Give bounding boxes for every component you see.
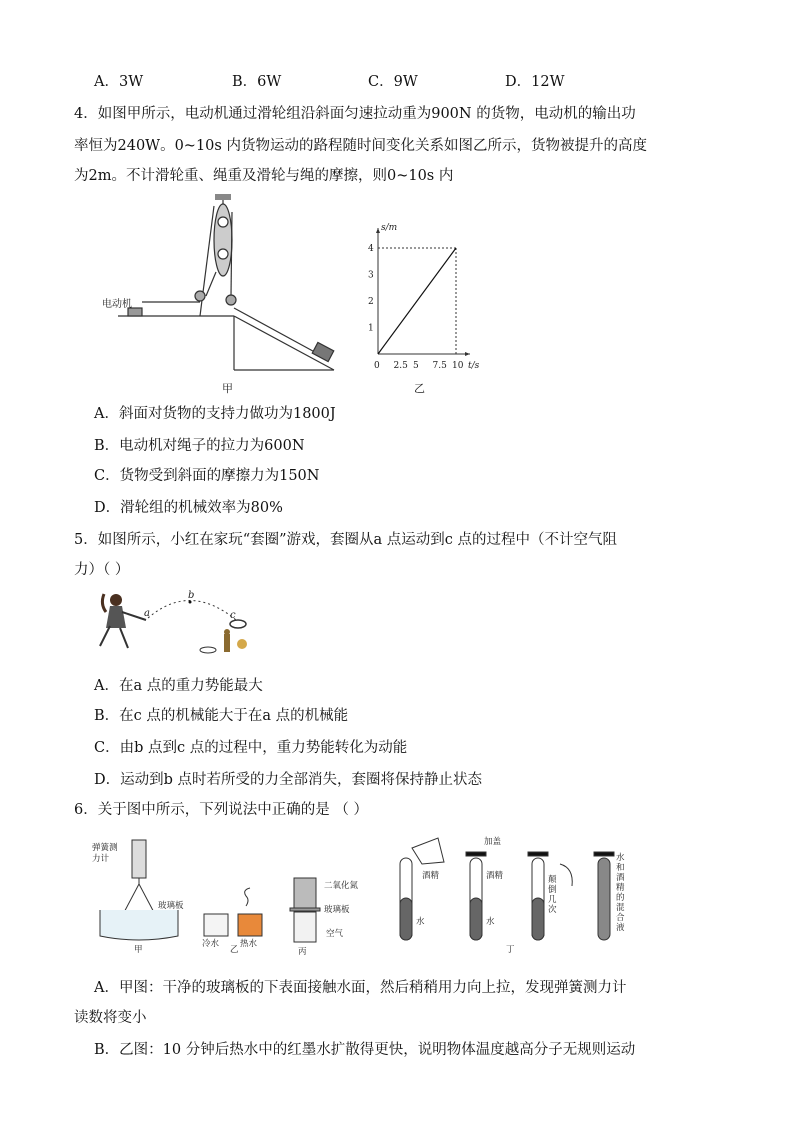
mixture-label-8: 液 <box>616 923 625 933</box>
q6-option-a-line-2: 读数将变小 <box>74 1010 147 1026</box>
x-tick-label: 2.5 <box>393 361 408 371</box>
q5-option-d: D．运动到b 点时若所受的力全部消失，套圈将保持静止状态 <box>94 772 483 788</box>
glass-plate-label: 玻璃板 <box>158 901 184 911</box>
invert-label-1: 颠 <box>548 875 557 885</box>
y-axis-arrow <box>376 228 380 233</box>
mixture-label-1: 水 <box>616 853 625 863</box>
invert-label-2: 倒 <box>548 885 557 895</box>
q5-option-a: A．在a 点的重力势能最大 <box>94 678 263 694</box>
water-label-1: 水 <box>416 917 425 927</box>
point-a-label: a <box>144 608 150 619</box>
point-b-label: b <box>188 590 195 601</box>
alcohol-label-1: 酒精 <box>422 871 440 881</box>
spring-scale-label-2: 力计 <box>92 854 110 864</box>
invert-label-3: 几 <box>548 895 557 905</box>
q4-stem-line-1: 4．如图甲所示，电动机通过滑轮组沿斜面匀速拉动重为900N 的货物，电动机的输出功 <box>74 106 636 122</box>
q5-option-c: C．由b 点到c 点的过程中，重力势能转化为动能 <box>94 740 408 756</box>
q3-option-c: C．9W <box>368 74 418 90</box>
spring-scale-label-1: 弹簧测 <box>92 843 118 853</box>
q4-figure-yi-chart <box>358 216 488 398</box>
fig-jia-caption: 甲 <box>222 382 233 395</box>
q4-stem-line-2: 率恒为240W。0~10s 内货物运动的路程随时间变化关系如图乙所示，货物被提升的高度 <box>74 138 647 154</box>
q3-option-b: B．6W <box>232 74 282 90</box>
q5-option-b: B．在c 点的机械能大于在a 点的机械能 <box>94 708 349 724</box>
mixture-label-7: 合 <box>616 913 625 923</box>
y-tick-label: 4 <box>368 244 374 254</box>
q4-option-b: B．电动机对绳子的拉力为600N <box>94 438 305 454</box>
q4-option-a: A．斜面对货物的支持力做功为1800J <box>94 406 336 422</box>
fig-yi-caption: 乙 <box>414 382 425 395</box>
q4-stem-line-3: 为2m。不计滑轮重、绳重及滑轮与绳的摩擦，则0~10s 内 <box>74 168 454 184</box>
y-tick-label: 3 <box>368 270 374 281</box>
q6-option-b: B．乙图：10 分钟后热水中的红墨水扩散得更快，说明物体温度越高分子无规则运动 <box>94 1042 636 1058</box>
fig-ding-label: 丁 <box>506 945 515 955</box>
cold-water-label: 冷水 <box>202 939 220 949</box>
mixture-label-6: 混 <box>616 903 625 913</box>
invert-label-4: 次 <box>548 905 557 915</box>
girl-figure <box>100 594 146 648</box>
q4-option-d: D．滑轮组的机械效率为80% <box>94 500 283 516</box>
add-cap-label: 加盖 <box>484 837 502 847</box>
q3-option-a: A．3W <box>94 74 144 90</box>
fig-bing-label: 丙 <box>298 947 307 957</box>
x-axis-arrow <box>465 352 470 356</box>
mixture-label-5: 的 <box>616 893 625 903</box>
q5-stem-line-2: 力）（ ） <box>74 562 130 578</box>
fig-jia-label: 甲 <box>134 945 143 955</box>
mixture-label-3: 酒 <box>616 873 625 883</box>
q5-stem-line-1: 5．如图所示，小红在家玩“套圈”游戏，套圈从a 点运动到c 点的过程中（不计空气阻 <box>74 532 618 548</box>
x-tick-label: 0 <box>374 361 380 371</box>
no2-label: 二氧化氮 <box>324 881 359 891</box>
q5-figure-ring-toss <box>96 588 266 662</box>
y-tick-label: 2 <box>368 297 374 307</box>
x-tick-label: 5 <box>413 361 419 371</box>
q3-option-d: D．12W <box>505 74 565 90</box>
q6-figure <box>86 834 646 960</box>
x-tick-label: 7.5 <box>432 361 447 371</box>
q6-option-a-line-1: A．甲图：干净的玻璃板的下表面接触水面，然后稍稍用力向上拉，发现弹簧测力计 <box>94 980 627 996</box>
q4-figure-jia <box>98 192 338 400</box>
x-tick-label: 10 <box>452 361 464 371</box>
y-axis-label: s/m <box>381 223 398 233</box>
x-axis-label: t/s <box>468 361 480 371</box>
series-line <box>378 248 456 354</box>
hot-water-label: 热水 <box>240 939 258 949</box>
point-c-label: c <box>230 610 236 621</box>
q6-stem: 6．关于图中所示，下列说法中正确的是 （ ） <box>74 802 368 818</box>
mixture-label-2: 和 <box>616 863 625 873</box>
mixture-label-4: 精 <box>616 883 625 893</box>
alcohol-label-2: 酒精 <box>486 871 504 881</box>
y-tick-label: 1 <box>368 323 374 334</box>
motor-label: 电动机 <box>102 299 132 310</box>
fig-yi-label: 乙 <box>230 945 239 955</box>
water-label-2: 水 <box>486 917 495 927</box>
air-label: 空气 <box>326 929 344 939</box>
q4-option-c: C．货物受到斜面的摩擦力为150N <box>94 468 320 484</box>
glass-plate2-label: 玻璃板 <box>324 905 350 915</box>
